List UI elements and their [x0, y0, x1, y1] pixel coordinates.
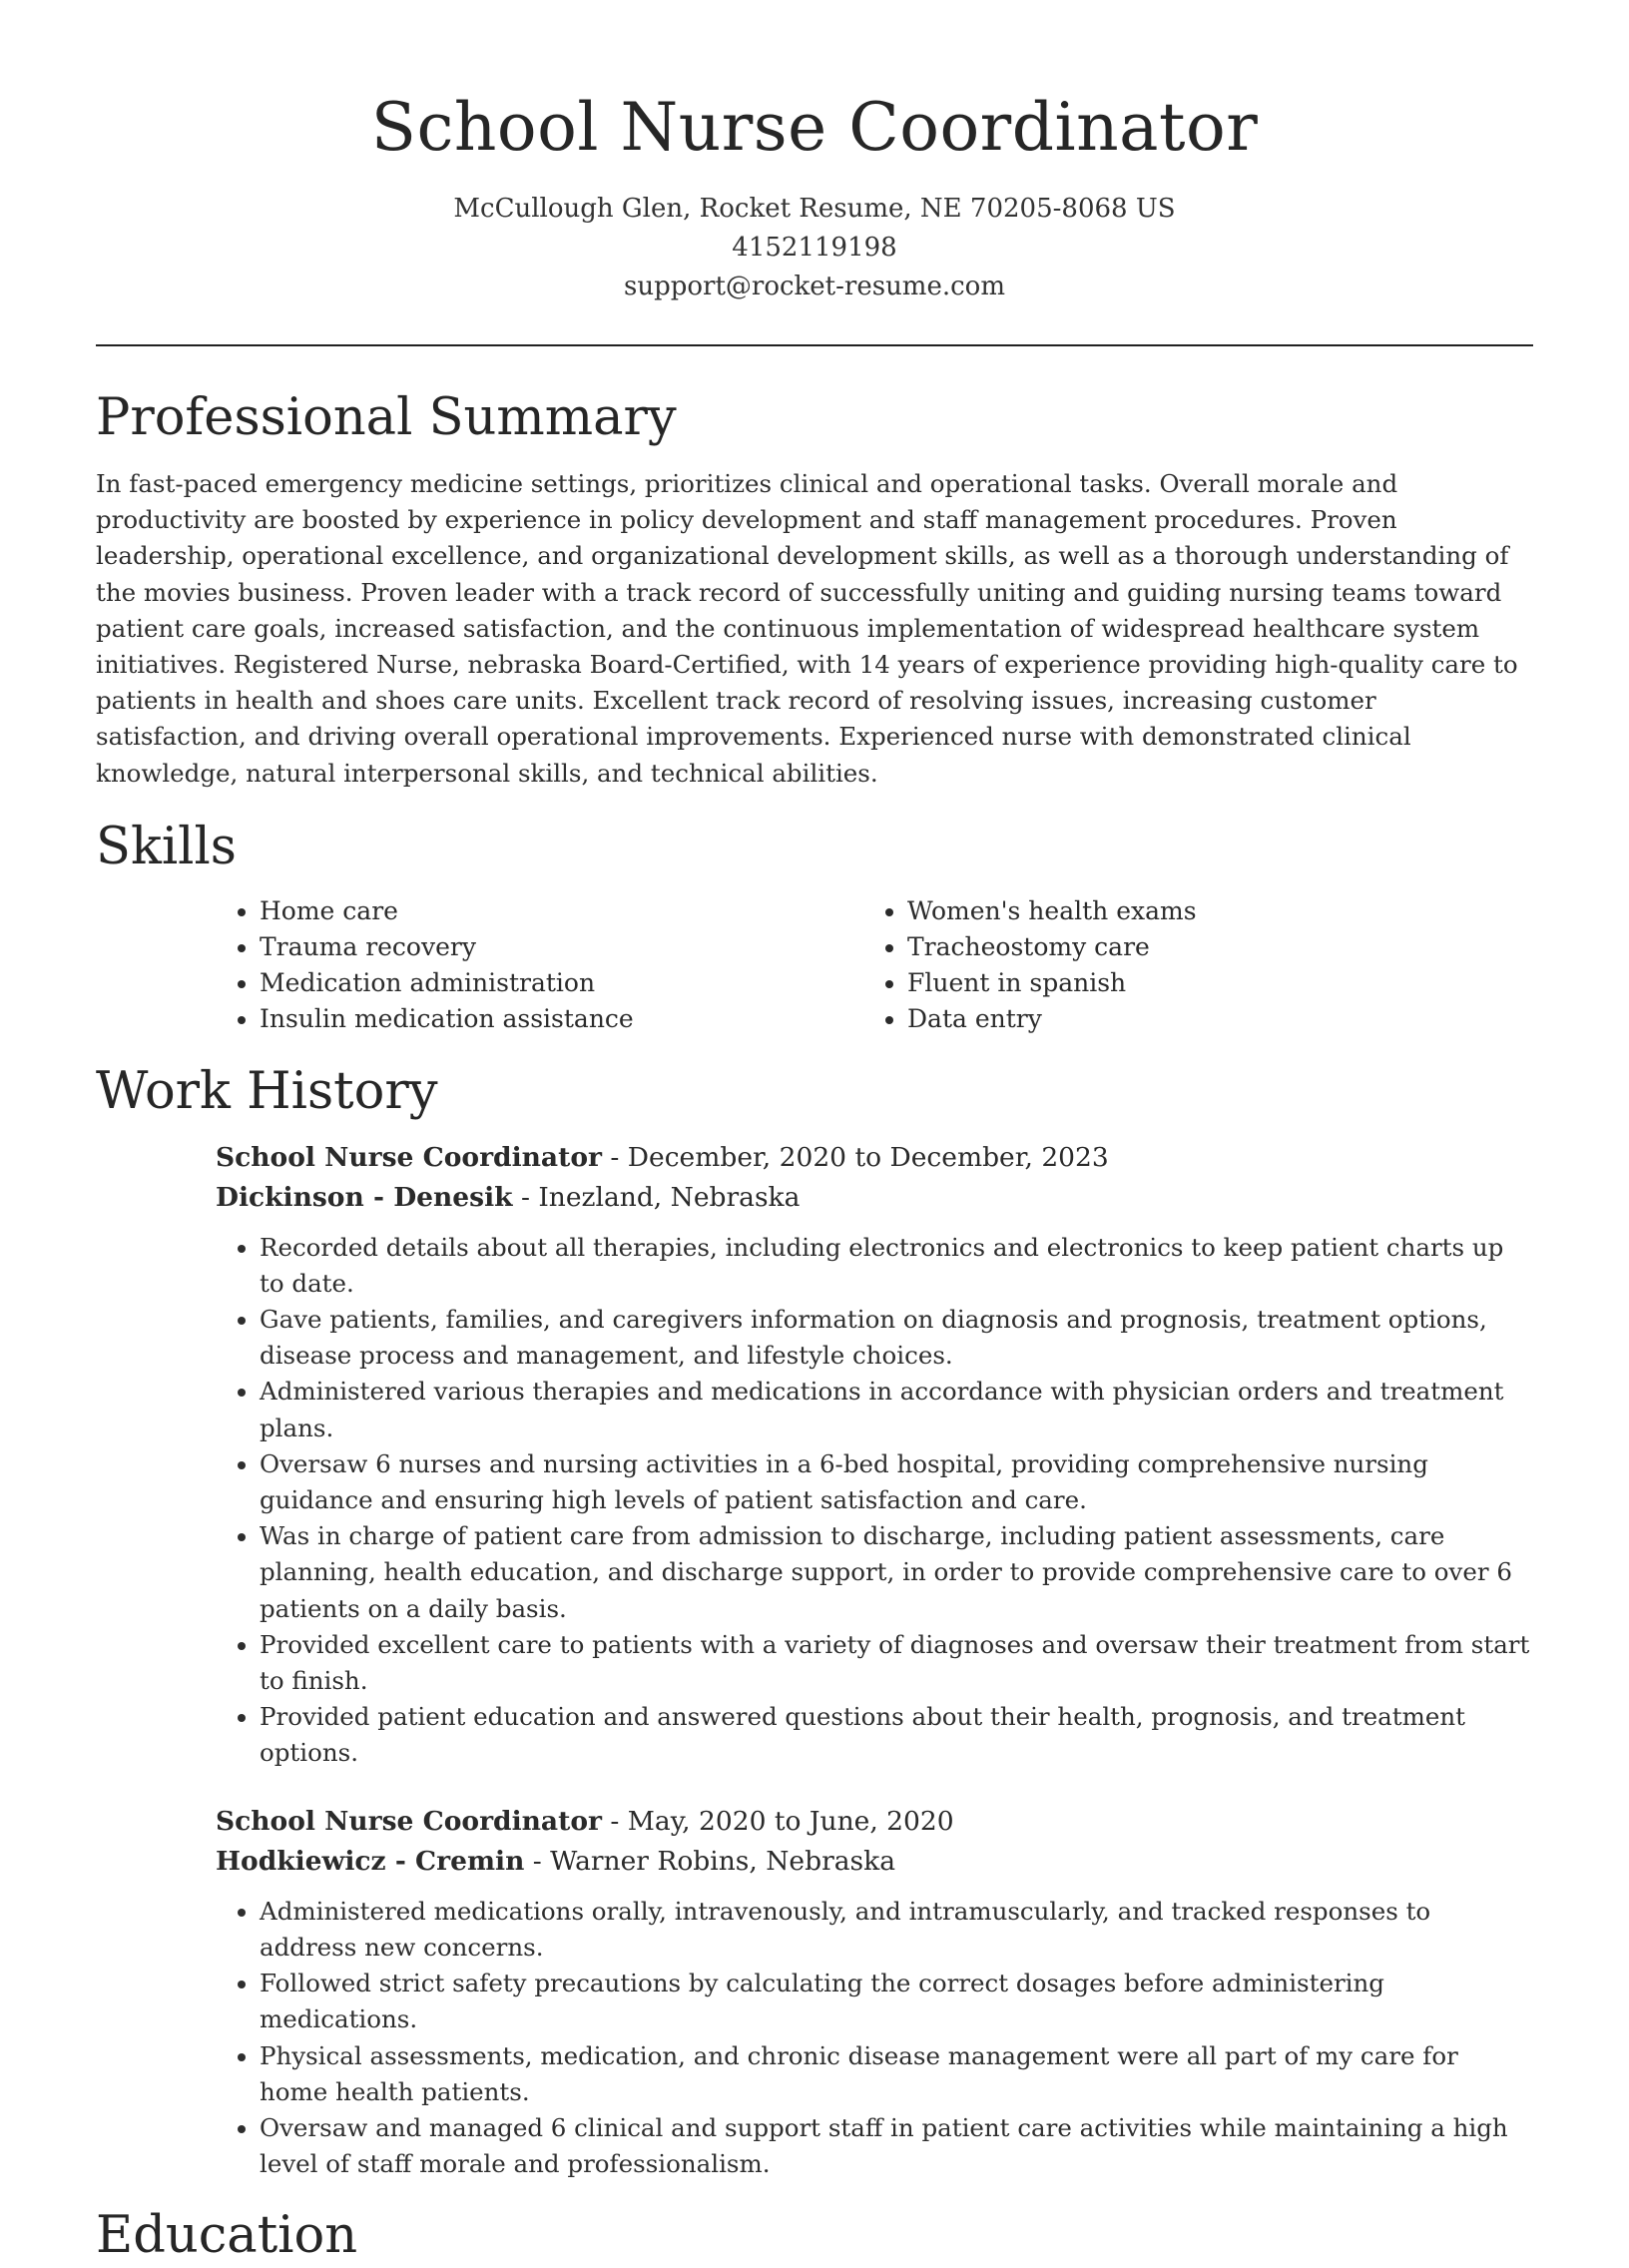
job-entry [216, 1138, 1533, 1772]
skill-item: • Medication administration [260, 965, 863, 1001]
skill-item: • Fluent in spanish [907, 965, 1511, 1001]
job-dates: - May, 2020 to June, 2020 [601, 1805, 954, 1837]
skill-item: • Women's health exams [907, 893, 1511, 929]
skill-item: • Data entry [907, 1001, 1511, 1037]
job-company-line [216, 1178, 1533, 1218]
summary-heading: Professional Summary [96, 388, 677, 447]
resume-page [96, 0, 1533, 2268]
job-bullet: • Provided patient education and answered questions about their health, prognosis, and treatment options. [260, 1699, 1533, 1771]
job-entry [216, 1802, 1533, 2183]
job-position: School Nurse Coordinator [216, 1141, 602, 1173]
job-bullet: • Administered medications orally, intravenously, and intramuscularly, and tracked responses to address new concerns. [260, 1894, 1533, 1966]
education-heading: Education [96, 2206, 358, 2266]
skill-item: • Home care [260, 893, 863, 929]
job-company: Hodkiewicz - Cremin [216, 1845, 525, 1877]
skills-column-left [216, 893, 863, 1038]
resume-header [96, 0, 1533, 306]
contact-phone: 4152119198 [732, 233, 897, 263]
job-location: - Inezland, Nebraska [512, 1181, 801, 1213]
job-bullets [216, 1894, 1533, 2183]
job-bullet: • Was in charge of patient care from admission to discharge, including patient assessments, care planning, health education, and discharge support, in order to provide comprehensive care to over 6 patients on a daily basis. [260, 1518, 1533, 1627]
job-company-line [216, 1842, 1533, 1882]
skills-section [96, 816, 1533, 1038]
skills-grid [216, 893, 1533, 1038]
skill-item: • Tracheostomy care [907, 929, 1511, 965]
job-position: School Nurse Coordinator [216, 1805, 602, 1837]
work-history-section [96, 1060, 1533, 2183]
job-bullet: • Recorded details about all therapies, including electronics and electronics to keep patient charts up to date. [260, 1230, 1533, 1302]
summary-section [96, 386, 1533, 792]
job-bullets [216, 1230, 1533, 1772]
job-title-line [216, 1802, 1533, 1842]
job-bullet: • Oversaw and managed 6 clinical and support staff in patient care activities while maintaining a high level of staff morale and professionalism. [260, 2110, 1533, 2182]
resume-name: School Nurse Coordinator [370, 89, 1259, 166]
job-dates: - December, 2020 to December, 2023 [601, 1141, 1109, 1173]
skills-column-right [863, 893, 1511, 1038]
skills-heading: Skills [96, 817, 237, 876]
job-company: Dickinson - Denesik [216, 1181, 513, 1213]
job-location: - Warner Robins, Nebraska [524, 1845, 896, 1877]
job-title-line [216, 1138, 1533, 1178]
contact-email: support@rocket-resume.com [623, 272, 1005, 301]
job-bullet: • Administered various therapies and medications in accordance with physician orders and treatment plans. [260, 1374, 1533, 1445]
education-section [96, 2204, 1533, 2268]
skill-item: • Trauma recovery [260, 929, 863, 965]
contact-block [96, 190, 1533, 306]
job-bullet: • Followed strict safety precautions by calculating the correct dosages before administering medications. [260, 1966, 1533, 2037]
header-divider [96, 344, 1533, 346]
job-bullet: • Physical assessments, medication, and chronic disease management were all part of my care for home health patients. [260, 2038, 1533, 2110]
summary-text: In fast-paced emergency medicine settings, prioritizes clinical and operational tasks. Overall morale and productivity are boosted by experience in policy development and staff management procedures. Proven leadership, operational excellence, and organizational development skills, as well as a thorough understanding of the movies business. Proven leader with a track record of successfully uniting and guiding nursing teams toward patient care goals, increased satisfaction, and the continuous implementation of widespread healthcare system initiatives. Registered Nurse, nebraska Board-Certified, with 14 years of experience providing high-quality care to patients in health and shoes care units. Excellent track record of resolving issues, increasing customer satisfaction, and driving overall operational improvements. Experienced nurse with demonstrated clinical knowledge, natural interpersonal skills, and technical abilities. [96, 469, 1518, 788]
work-history-heading: Work History [96, 1061, 438, 1121]
job-bullet: • Oversaw 6 nurses and nursing activities in a 6-bed hospital, providing comprehensive nursing guidance and ensuring high levels of patient satisfaction and care. [260, 1446, 1533, 1518]
skill-item: • Insulin medication assistance [260, 1001, 863, 1037]
job-bullet: • Provided excellent care to patients with a variety of diagnoses and oversaw their treatment from start to finish. [260, 1627, 1533, 1699]
contact-address: McCullough Glen, Rocket Resume, NE 70205-8068 US [453, 194, 1176, 224]
job-bullet: • Gave patients, families, and caregivers information on diagnosis and prognosis, treatment options, disease process and management, and lifestyle choices. [260, 1302, 1533, 1374]
